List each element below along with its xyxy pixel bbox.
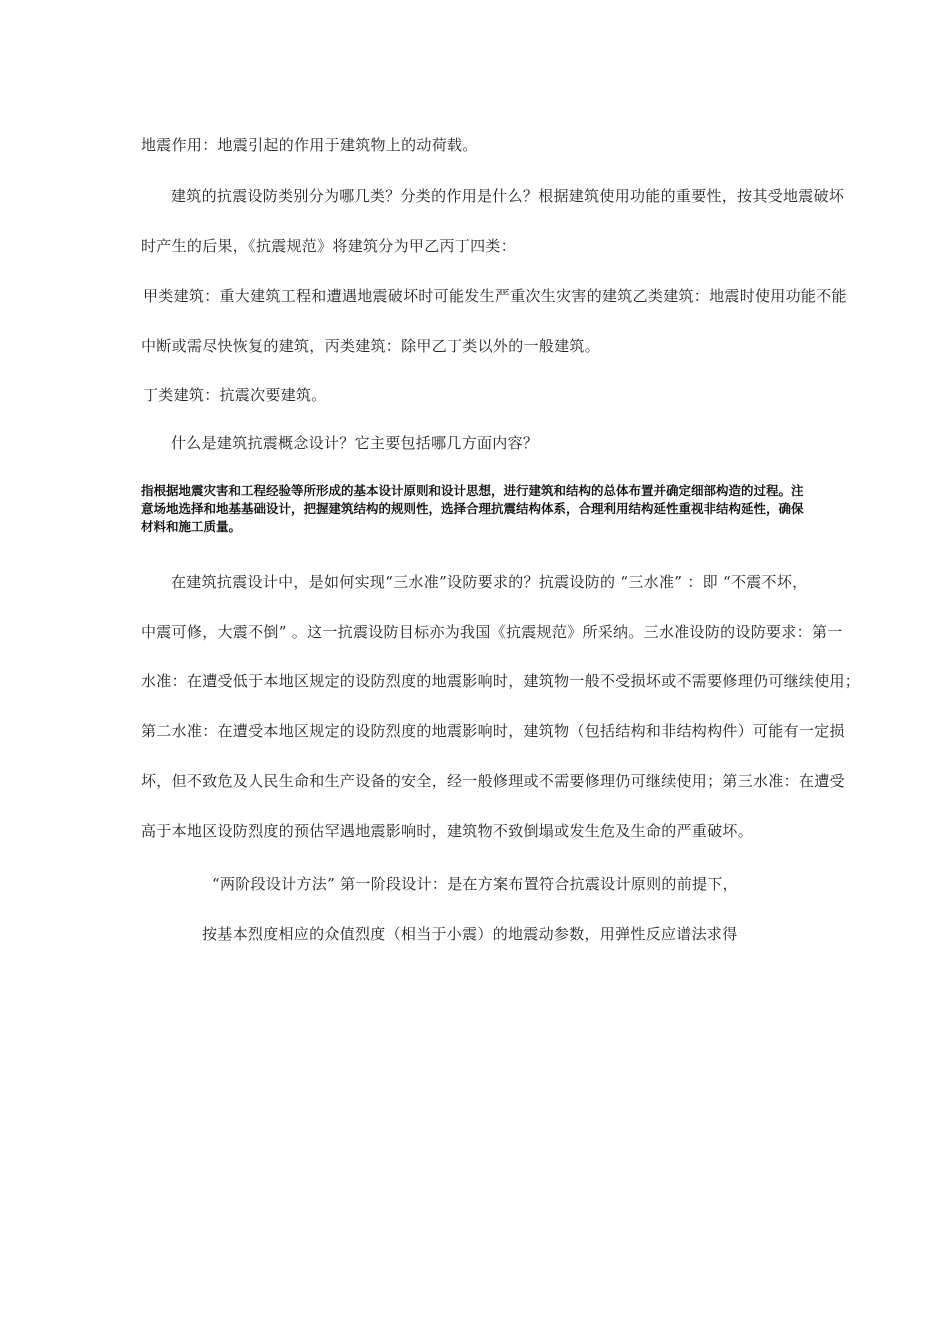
concept-design-answer-line-2: 意场地选择和地基基础设计，把握建筑结构的规则性，选择合理抗震结构体系，合理利用结构延性重视非结构延性，确保 bbox=[141, 501, 804, 516]
paragraph-class-d: 丁类建筑：抗震次要建筑。 bbox=[143, 386, 327, 404]
paragraph-earthquake-action: 地震作用：地震引起的作用于建筑物上的动荷载。 bbox=[141, 136, 478, 154]
paragraph-three-levels-line-1: 在建筑抗震设计中，是如何实现“三水准”设防要求的？抗震设防的 “三水准” ：即 “不震不坏， bbox=[171, 573, 808, 591]
paragraph-concept-design-answer bbox=[141, 478, 877, 540]
paragraph-three-levels-line-5: 坏，但不致危及人民生命和生产设备的安全，经一般修理或不需要修理仍可继续使用；第三水准：在遭受 bbox=[141, 772, 845, 790]
paragraph-two-stage-line-1: “两阶段设计方法” 第一阶段设计：是在方案布置符合抗震设计原则的前提下， bbox=[212, 875, 738, 893]
paragraph-class-a-b-line-1: 甲类建筑：重大建筑工程和遭遇地震破坏时可能发生严重次生灾害的建筑乙类建筑：地震时使用功能不能 bbox=[143, 287, 847, 305]
paragraph-fortification-category-line-2: 时产生的后果，《抗震规范》将建筑分为甲乙丙丁四类： bbox=[141, 237, 517, 255]
concept-design-answer-line-3: 材料和施工质量。 bbox=[141, 519, 242, 534]
paragraph-three-levels-line-2: 中震可修，大震不倒” 。这一抗震设防目标亦为我国《抗震规范》所采纳。三水准设防的设防要求：第一 bbox=[141, 623, 843, 641]
paragraph-two-stage-line-2: 按基本烈度相应的众值烈度（相当于小震）的地震动参数，用弹性反应谱法求得 bbox=[202, 925, 738, 943]
paragraph-three-levels-line-6: 高于本地区设防烈度的预估罕遇地震影响时，建筑物不致倒塌或发生危及生命的严重破坏。 bbox=[141, 822, 754, 840]
paragraph-class-a-b-line-2: 中断或需尽快恢复的建筑，丙类建筑：除甲乙丁类以外的一般建筑。 bbox=[141, 337, 601, 355]
paragraph-three-levels-line-4: 第二水准：在遭受本地区规定的设防烈度的地震影响时，建筑物（包括结构和非结构构件）可能有一定损 bbox=[141, 722, 845, 740]
paragraph-three-levels-line-3: 水准：在遭受低于本地区规定的设防烈度的地震影响时，建筑物一般不受损坏或不需要修理仍可继续使用； bbox=[141, 672, 861, 690]
paragraph-fortification-category-line-1: 建筑的抗震设防类别分为哪几类？分类的作用是什么？根据建筑使用功能的重要性，按其受地震破坏 bbox=[171, 187, 845, 205]
paragraph-concept-design-question: 什么是建筑抗震概念设计？它主要包括哪几方面内容？ bbox=[171, 434, 539, 452]
concept-design-answer-line-1: 指根据地震灾害和工程经验等所形成的基本设计原则和设计思想，进行建筑和结构的总体布置并确定细部构造的过程。注 bbox=[141, 483, 804, 498]
